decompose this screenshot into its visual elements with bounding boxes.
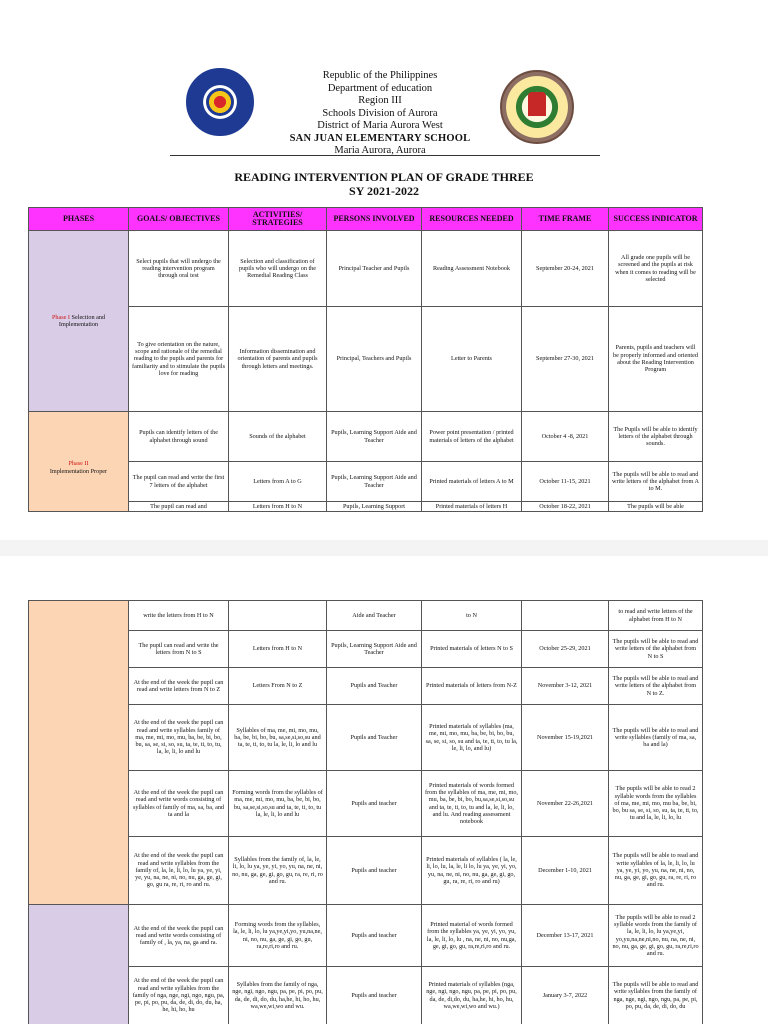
column-header: RESOURCES NEEDED	[422, 208, 522, 231]
timeframe-cell: October 25-29, 2021	[522, 631, 609, 668]
phase-description: Selection and Implementation	[58, 313, 106, 328]
persons-cell: Pupils, Learning Support Aide and Teacher	[327, 412, 422, 462]
column-header: GOALS/ OBJECTIVES	[129, 208, 229, 231]
goal-cell: To give orientation on the nature, scope and rationale of the remedial reading to the pupils and parents for familiarity and to stimulate the pupils love for reading	[129, 307, 229, 412]
goal-cell: At the end of the week the pupil can read and write syllables family of ma, me, mi, mo, mu, ba, be, bi, bo, bu, sa, se, si, so, su, ta, te, ti, to, tu, la, le, li, lo and lu	[129, 705, 229, 771]
phase-cell	[29, 412, 129, 512]
resources-cell: Reading Assessment Notebook	[422, 231, 522, 307]
timeframe-cell: September 20-24, 2021	[522, 231, 609, 307]
goal-cell: At the end of the week the pupil can read and write words consisting of family of , la, ya, na, ga and ra.	[129, 905, 229, 967]
activity-cell: Letters From N to Z	[229, 668, 327, 705]
column-header: TIME FRAME	[522, 208, 609, 231]
indicator-cell: to read and write letters of the alphabet from H to N	[609, 601, 703, 631]
table-row	[29, 668, 703, 705]
goal-cell: The pupil can read and write the first 7 letters of the alphabet	[129, 462, 229, 502]
indicator-cell: The pupils will be able to read 2 syllable words from the syllables of ma, me, mi, mo, mu ba, be, bi, bo, bu sa, se, si, so, su, ta, te, ti, to, tu and la, le, li, lo, lu	[609, 771, 703, 837]
indicator-cell: The pupils will be able to read and write letters of the alphabet from A to M.	[609, 462, 703, 502]
deped-seal-icon	[186, 68, 254, 136]
resources-cell: Power point presentation / printed materials of letters of the alphabet	[422, 412, 522, 462]
letterhead-line: Schools Division of Aurora	[322, 107, 438, 119]
intervention-table	[28, 207, 703, 512]
timeframe-cell: November 3-12, 2021	[522, 668, 609, 705]
activity-cell: Information dissemination and orientation of parents and pupils through letters and meetings.	[229, 307, 327, 412]
activity-cell	[229, 601, 327, 631]
phase-description: Implementation Proper	[49, 467, 108, 475]
resources-cell: Printed materials of letters H	[422, 502, 522, 512]
school-seal-icon	[500, 70, 574, 144]
resources-cell: Printed material of words formed from the syllables ya, ye, yi, yo, yu, la, le, li, lo, lu , na, ne, ni, no, nu,ga, ge, gi, go, gu, ra,re,ri,ro and ru.	[422, 905, 522, 967]
resources-cell: Printed materials of letters A to M	[422, 462, 522, 502]
persons-cell: Pupils and Teacher	[327, 705, 422, 771]
persons-cell: Pupils and teacher	[327, 771, 422, 837]
column-header: SUCCESS INDICATOR	[609, 208, 703, 231]
letterhead-line: Maria Aurora, Aurora	[334, 145, 426, 156]
activity-cell: Letters from H to N	[229, 631, 327, 668]
activity-cell: Letters from A to G	[229, 462, 327, 502]
activity-cell: Selection and classification of pupils who will undergo on the Remedial Reading Class	[229, 231, 327, 307]
letterhead-line: Region III	[358, 95, 402, 106]
goal-cell: At the end of the week the pupil can read and write letters from N to Z	[129, 668, 229, 705]
indicator-cell: The pupils will be able to read 2 syllable words from the family of la, le, li, lo, lu ya,ye,yi, yo,yu,na,ne,ni,no, nu, na, ne, ni, no, nu, ga, ge, gi, go, gu, ra,re,ri,ro and ru.	[609, 905, 703, 967]
page-break	[0, 540, 768, 556]
table-row	[29, 307, 703, 412]
persons-cell: Principal Teacher and Pupils	[327, 231, 422, 307]
goal-cell: Pupils can identify letters of the alphabet through sound	[129, 412, 229, 462]
letterhead	[260, 70, 500, 158]
indicator-cell: The pupils will be able to read and write syllables from the family of nga, nge, ngi, ngo, ngu, pa, pe, pi, po, pu, da, de, di, do, du	[609, 967, 703, 1024]
goal-cell: Select pupils that will undergo the reading intervention program through oral test	[129, 231, 229, 307]
timeframe-cell: December 1-10, 2021	[522, 837, 609, 905]
phase-cell	[29, 905, 129, 1024]
resources-cell: Printed materials of words formed from the syllables of ma, me, mi, mo, mu, ba, be, bi, bo, bu,sa,se,si,so,su and ta, te, ti, to, tu and la, le, li, lo, and lu. And reading assessment notebook	[422, 771, 522, 837]
indicator-cell: The pupils will be able to read and write letters of the alphabet from N to S	[609, 631, 703, 668]
document-title	[0, 170, 768, 198]
phase-cell	[29, 231, 129, 412]
title: READING INTERVENTION PLAN OF GRADE THREE	[234, 170, 534, 184]
letterhead-line: Department of education	[327, 82, 433, 94]
persons-cell: Pupils and teacher	[327, 837, 422, 905]
activity-cell: Syllables from the family of, la, le, li, lo, lu ya, ye, yi, yo, yu, na, ne, ni, no, nu, ga, ge, gi, go, gu, ra, re, ri, ro and ru.	[229, 837, 327, 905]
indicator-cell: The pupils will be able to read and write syllables (family of ma, sa, ba and la)	[609, 705, 703, 771]
goal-cell: At the end of the week the pupil can read and write syllables from the family of nga, nge, ngi, ngo, ngu, pa, pe, pi, po, pu, da, de, di, do, du, ha, he, hi, ho, hu	[129, 967, 229, 1024]
table-row	[29, 905, 703, 967]
table-row	[29, 631, 703, 668]
timeframe-cell: October 4 -8, 2021	[522, 412, 609, 462]
timeframe-cell: October 18-22, 2021	[522, 502, 609, 512]
resources-cell: to N	[422, 601, 522, 631]
table-row	[29, 601, 703, 631]
school-year: SY 2021-2022	[349, 184, 419, 198]
indicator-cell: The pupils will be able to read and write letters of the alphabet from N to Z.	[609, 668, 703, 705]
goal-cell: The pupil can read and write the letters from N to S	[129, 631, 229, 668]
goal-cell: write the letters from H to N	[129, 601, 229, 631]
timeframe-cell: January 3-7, 2022	[522, 967, 609, 1024]
table-row	[29, 412, 703, 462]
school-name: SAN JUAN ELEMENTARY SCHOOL	[289, 132, 471, 144]
persons-cell: Pupils, Learning Support Aide and Teacher	[327, 631, 422, 668]
persons-cell: Aide and Teacher	[327, 601, 422, 631]
activity-cell: Sounds of the alphabet	[229, 412, 327, 462]
column-header: PERSONS INVOLVED	[327, 208, 422, 231]
goal-cell: At the end of the week the pupil can read and write syllables from the family of, la, le, li, lo, lu ya, ye, yi, ye, yu, na, ne, ni, no, nu, ga, ge, gi, go, gu ra, re, ri, ro and ru.	[129, 837, 229, 905]
timeframe-cell: November 15-19,2021	[522, 705, 609, 771]
column-header: ACTIVITIES/ STRATEGIES	[229, 208, 327, 231]
persons-cell: Pupils, Learning Support Aide and Teacher	[327, 462, 422, 502]
phase-cell	[29, 601, 129, 905]
phase-label: Phase I	[51, 313, 70, 321]
table-row	[29, 231, 703, 307]
column-header: PHASES	[29, 208, 129, 231]
persons-cell: Principal, Teachers and Pupils	[327, 307, 422, 412]
indicator-cell: The pupils will be able to read and write syllables of la, le, li, lo, lu ya, ye, yi, yo, yu, na, ne, ni, no, nu, ga, ge, gi, go, gu, ra, re, ri, ro and ru.	[609, 837, 703, 905]
goal-cell: The pupil can read and	[129, 502, 229, 512]
table-row	[29, 705, 703, 771]
table-row	[29, 462, 703, 502]
intervention-table-continued	[28, 600, 703, 1024]
resources-cell: Printed materials of syllables (ma, me, mi, mo, mu, ba, be, bi, bo, bu, sa, se, si, so, su and ta, te, ti, to, tu la, le, li, lo, and lu)	[422, 705, 522, 771]
resources-cell: Printed materials of letters from N-Z	[422, 668, 522, 705]
table-row	[29, 502, 703, 512]
persons-cell: Pupils and Teacher	[327, 668, 422, 705]
timeframe-cell: October 11-15, 2021	[522, 462, 609, 502]
goal-cell: At the end of the week the pupil can read and write words consisting of syllables of family of ma, sa, ba, and ta and la	[129, 771, 229, 837]
indicator-cell: The pupils will be able	[609, 502, 703, 512]
table-row	[29, 967, 703, 1024]
indicator-cell: All grade one pupils will be screened and the pupils at risk when it comes to reading will be selected	[609, 231, 703, 307]
persons-cell: Pupils and teacher	[327, 967, 422, 1024]
activity-cell: Syllables from the family of nga, nge, ngi, ngo, ngu, pa, pe, pi, po, pu, da, de, di, do, du, ha,he, hi, ho, hu, wa,we,wi,wo and wu.	[229, 967, 327, 1024]
timeframe-cell	[522, 601, 609, 631]
indicator-cell: Parents, pupils and teachers will be properly informed and oriented about the Reading Intervention Program	[609, 307, 703, 412]
resources-cell: Printed materials of syllables ( la, le, li, lo, lu, la, le, li lo, lu ya, ye, yi, yo, yu, na, ne, ni, no, nu, ga, ge, gi, go, gu, ra, re, ri, ro and ru)	[422, 837, 522, 905]
resources-cell: Printed materials of syllables (nga, nge, ngi, ngo, ngu, pa, pe, pi, po, pu, da, de, di,do, du, ha,he, hi, ho, hu, wa,we,wi,wo and wu.)	[422, 967, 522, 1024]
timeframe-cell: November 22-26,2021	[522, 771, 609, 837]
activity-cell: Syllables of ma, me, mi, mo, mu, ba, be, bi, bo, bu, sa,se,si,so,su and ta, te, ti, to, tu la, le, li, lo and lu	[229, 705, 327, 771]
letterhead-line: District of Maria Aurora West	[317, 120, 443, 131]
persons-cell: Pupils and teacher	[327, 905, 422, 967]
header-divider	[170, 155, 600, 156]
letterhead-line: Republic of the Philippines	[322, 70, 438, 81]
indicator-cell: The Pupils will be able to identify letters of the alphabet through sounds.	[609, 412, 703, 462]
activity-cell: Letters from H to N	[229, 502, 327, 512]
activity-cell: Forming words from the syllables of ma, me, mi, mo, mu, ba, be, bi, bo, bu, sa,se,si,so,su and ta, te, ti, to, tu la, le, li, lo and lu	[229, 771, 327, 837]
table-row	[29, 771, 703, 837]
phase-label: Phase II	[68, 460, 89, 468]
persons-cell: Pupils, Learning Support	[327, 502, 422, 512]
activity-cell: Forming words from the syllables, la, le, li, lo, lu ya,ye,yi,yo, yu,na,ne, ni, no, nu, ga, ge, gi, go, gu, ra,re,ri,ro and ru.	[229, 905, 327, 967]
resources-cell: Printed materials of letters N to S	[422, 631, 522, 668]
resources-cell: Letter to Parents	[422, 307, 522, 412]
table-row	[29, 837, 703, 905]
timeframe-cell: September 27-30, 2021	[522, 307, 609, 412]
timeframe-cell: December 13-17, 2021	[522, 905, 609, 967]
